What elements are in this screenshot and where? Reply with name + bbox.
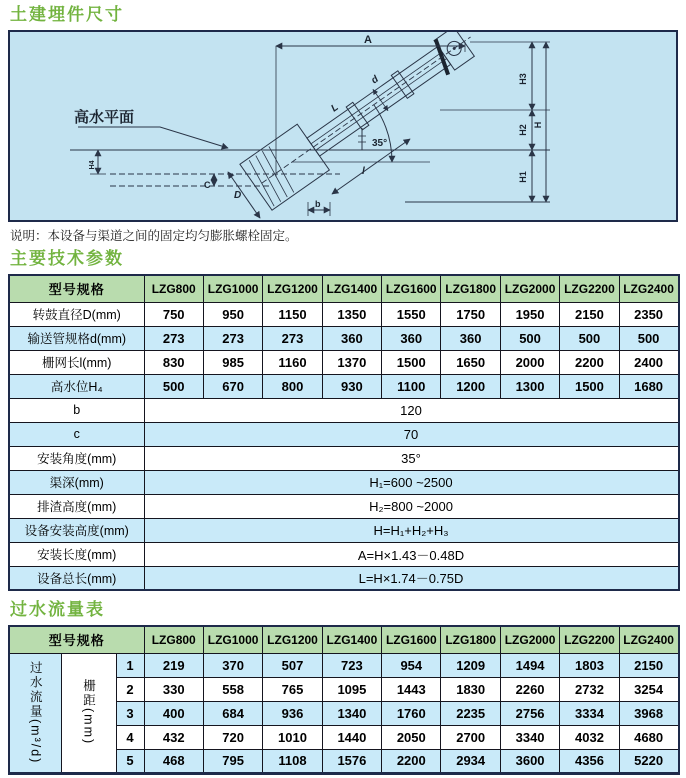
params-row: [9, 566, 679, 590]
flow-corner-header: 型号规格: [9, 626, 144, 653]
flow-value: 3968: [619, 701, 678, 725]
param-value: 500: [144, 374, 203, 398]
dim-label-total-length: L: [329, 101, 341, 115]
dim-label-h2: H2: [518, 124, 528, 136]
params-row: [9, 446, 679, 470]
grid-spacing-value: 3: [116, 701, 144, 725]
param-label: 渠深(mm): [9, 470, 144, 494]
flow-value: 558: [203, 677, 262, 701]
dim-label-a: A: [364, 34, 372, 46]
param-value: 1500: [560, 374, 619, 398]
param-label: 输送管规格d(mm): [9, 326, 144, 350]
param-value: 1680: [619, 374, 678, 398]
flow-value: 2700: [441, 725, 500, 749]
param-value: 1150: [263, 302, 322, 326]
model-header: LZG800: [144, 626, 203, 653]
model-header: LZG1800: [441, 626, 500, 653]
param-value: 1500: [382, 350, 441, 374]
param-label: 设备安装高度(mm): [9, 518, 144, 542]
param-value: 1100: [382, 374, 441, 398]
dim-label-h4: H4: [89, 160, 96, 170]
params-row: [9, 350, 679, 374]
param-label: 转鼓直径D(mm): [9, 302, 144, 326]
param-value: 1950: [500, 302, 559, 326]
param-shared-value: H₁=600 ~2500: [144, 470, 679, 494]
params-row: [9, 518, 679, 542]
params-row: [9, 542, 679, 566]
param-value: 1750: [441, 302, 500, 326]
params-row: [9, 422, 679, 446]
param-value: 1300: [500, 374, 559, 398]
params-table: [8, 274, 680, 591]
param-value: 1160: [263, 350, 322, 374]
flow-value: 3334: [560, 701, 619, 725]
param-value: 930: [322, 374, 381, 398]
dim-label-pipe-diameter: d: [369, 73, 381, 87]
model-header: LZG2400: [619, 626, 678, 653]
model-header: LZG1600: [382, 626, 441, 653]
param-value: 273: [263, 326, 322, 350]
param-value: 1200: [441, 374, 500, 398]
flow-value: 400: [144, 701, 203, 725]
param-value: 750: [144, 302, 203, 326]
model-header: LZG2000: [500, 626, 559, 653]
params-corner-header: 型号规格: [9, 275, 144, 302]
section-title-main-parameters: 主要技术参数: [10, 249, 124, 268]
section-title-embedded-dimensions: 土建埋件尺寸: [10, 5, 124, 24]
flow-value: 330: [144, 677, 203, 701]
model-header: LZG2000: [500, 275, 559, 302]
dim-label-h3: H3: [518, 73, 528, 85]
water-level-label: 高水平面: [74, 109, 135, 126]
flow-value: 1443: [382, 677, 441, 701]
flow-value: 1108: [263, 749, 322, 773]
drum-screen-diagram: [10, 32, 676, 220]
flow-value: 2235: [441, 701, 500, 725]
param-value: 360: [382, 326, 441, 350]
grid-spacing-value: 1: [116, 653, 144, 677]
dim-label-c: C: [204, 180, 211, 190]
param-label: 设备总长(mm): [9, 566, 144, 590]
param-label: 高水位H₄: [9, 374, 144, 398]
params-row: [9, 374, 679, 398]
flow-value: 723: [322, 653, 381, 677]
params-row: [9, 470, 679, 494]
flow-value: 1340: [322, 701, 381, 725]
param-value: 2350: [619, 302, 678, 326]
param-value: 1370: [322, 350, 381, 374]
dim-label-b: b: [315, 199, 321, 209]
flow-value: 2050: [382, 725, 441, 749]
angle-label: 35°: [372, 138, 388, 149]
flow-value: 765: [263, 677, 322, 701]
param-value: 2400: [619, 350, 678, 374]
flow-value: 1830: [441, 677, 500, 701]
model-header: LZG2200: [560, 275, 619, 302]
param-value: 500: [500, 326, 559, 350]
param-shared-value: A=H×1.43－0.48D: [144, 542, 679, 566]
param-shared-value: 35°: [144, 446, 679, 470]
flow-value: 2150: [619, 653, 678, 677]
param-label: 排渣高度(mm): [9, 494, 144, 518]
model-header: LZG1400: [322, 626, 381, 653]
flow-value: 3340: [500, 725, 559, 749]
flow-value: 1440: [322, 725, 381, 749]
flow-value: 3254: [619, 677, 678, 701]
param-value: 800: [263, 374, 322, 398]
dim-label-h1: H1: [518, 171, 528, 183]
flow-value: 2934: [441, 749, 500, 773]
flow-value: 4032: [560, 725, 619, 749]
flow-value: 1803: [560, 653, 619, 677]
param-label: 安装角度(mm): [9, 446, 144, 470]
machine-group: [240, 32, 487, 210]
flow-value: 219: [144, 653, 203, 677]
flow-value: 684: [203, 701, 262, 725]
model-header: LZG2400: [619, 275, 678, 302]
flow-value: 2200: [382, 749, 441, 773]
param-value: 830: [144, 350, 203, 374]
flow-value: 1576: [322, 749, 381, 773]
flow-value: 1494: [500, 653, 559, 677]
param-value: 2150: [560, 302, 619, 326]
param-label: 安装长度(mm): [9, 542, 144, 566]
flow-axis-label: 过水流量(m³/d): [9, 653, 61, 773]
flow-value: 1209: [441, 653, 500, 677]
param-value: 500: [619, 326, 678, 350]
params-table-body: [9, 302, 679, 590]
flow-value: 5220: [619, 749, 678, 773]
model-header: LZG2200: [560, 626, 619, 653]
param-value: 985: [203, 350, 262, 374]
param-value: 273: [144, 326, 203, 350]
param-value: 1350: [322, 302, 381, 326]
param-value: 360: [322, 326, 381, 350]
model-header: LZG1000: [203, 626, 262, 653]
params-row: [9, 302, 679, 326]
grid-spacing-value: 4: [116, 725, 144, 749]
param-shared-value: 70: [144, 422, 679, 446]
dim-label-d-drum: D: [234, 190, 242, 201]
flow-header-row: [9, 626, 679, 653]
model-header: LZG1200: [263, 626, 322, 653]
flow-value: 4680: [619, 725, 678, 749]
flow-value: 370: [203, 653, 262, 677]
param-label: 栅网长l(mm): [9, 350, 144, 374]
flow-value: 1010: [263, 725, 322, 749]
param-value: 1650: [441, 350, 500, 374]
model-header: LZG1400: [322, 275, 381, 302]
model-header: LZG800: [144, 275, 203, 302]
flow-value: 2260: [500, 677, 559, 701]
flow-value: 720: [203, 725, 262, 749]
param-label: b: [9, 398, 144, 422]
param-value: 950: [203, 302, 262, 326]
param-value: 500: [560, 326, 619, 350]
params-table-head: [9, 275, 679, 302]
model-header: LZG1800: [441, 275, 500, 302]
flow-value: 1760: [382, 701, 441, 725]
dim-label-h: H: [533, 121, 543, 129]
param-label: c: [9, 422, 144, 446]
param-value: 2200: [560, 350, 619, 374]
grid-spacing-value: 5: [116, 749, 144, 773]
param-value: 670: [203, 374, 262, 398]
param-value: 1550: [382, 302, 441, 326]
param-shared-value: 120: [144, 398, 679, 422]
param-value: 2000: [500, 350, 559, 374]
param-value: 360: [441, 326, 500, 350]
flow-value: 1095: [322, 677, 381, 701]
params-header-row: [9, 275, 679, 302]
param-shared-value: H₂=800 ~2000: [144, 494, 679, 518]
model-header: LZG1200: [263, 275, 322, 302]
flow-value: 3600: [500, 749, 559, 773]
technical-diagram: [8, 30, 678, 222]
dim-label-l-small: l: [362, 166, 365, 177]
note-text: 说明：本设备与渠道之间的固定均匀膨胀螺栓固定。: [10, 229, 298, 243]
params-row: [9, 494, 679, 518]
flow-table: [8, 625, 680, 775]
grid-spacing-label: 栅距(mm): [61, 653, 116, 773]
param-value: 273: [203, 326, 262, 350]
flow-table-head: [9, 626, 679, 653]
param-shared-value: H=H₁+H₂+H₃: [144, 518, 679, 542]
flow-table-body: [9, 653, 679, 773]
grid-spacing-value: 2: [116, 677, 144, 701]
flow-value: 4356: [560, 749, 619, 773]
model-header: LZG1600: [382, 275, 441, 302]
flow-value: 2732: [560, 677, 619, 701]
flow-value: 507: [263, 653, 322, 677]
flow-value: 954: [382, 653, 441, 677]
flow-value: 795: [203, 749, 262, 773]
flow-value: 936: [263, 701, 322, 725]
flow-value: 2756: [500, 701, 559, 725]
model-header: LZG1000: [203, 275, 262, 302]
flow-value: 468: [144, 749, 203, 773]
flow-value: 432: [144, 725, 203, 749]
params-row: [9, 398, 679, 422]
flow-row: [9, 653, 679, 677]
param-shared-value: L=H×1.74－0.75D: [144, 566, 679, 590]
params-row: [9, 326, 679, 350]
section-title-flow-table: 过水流量表: [10, 600, 105, 619]
